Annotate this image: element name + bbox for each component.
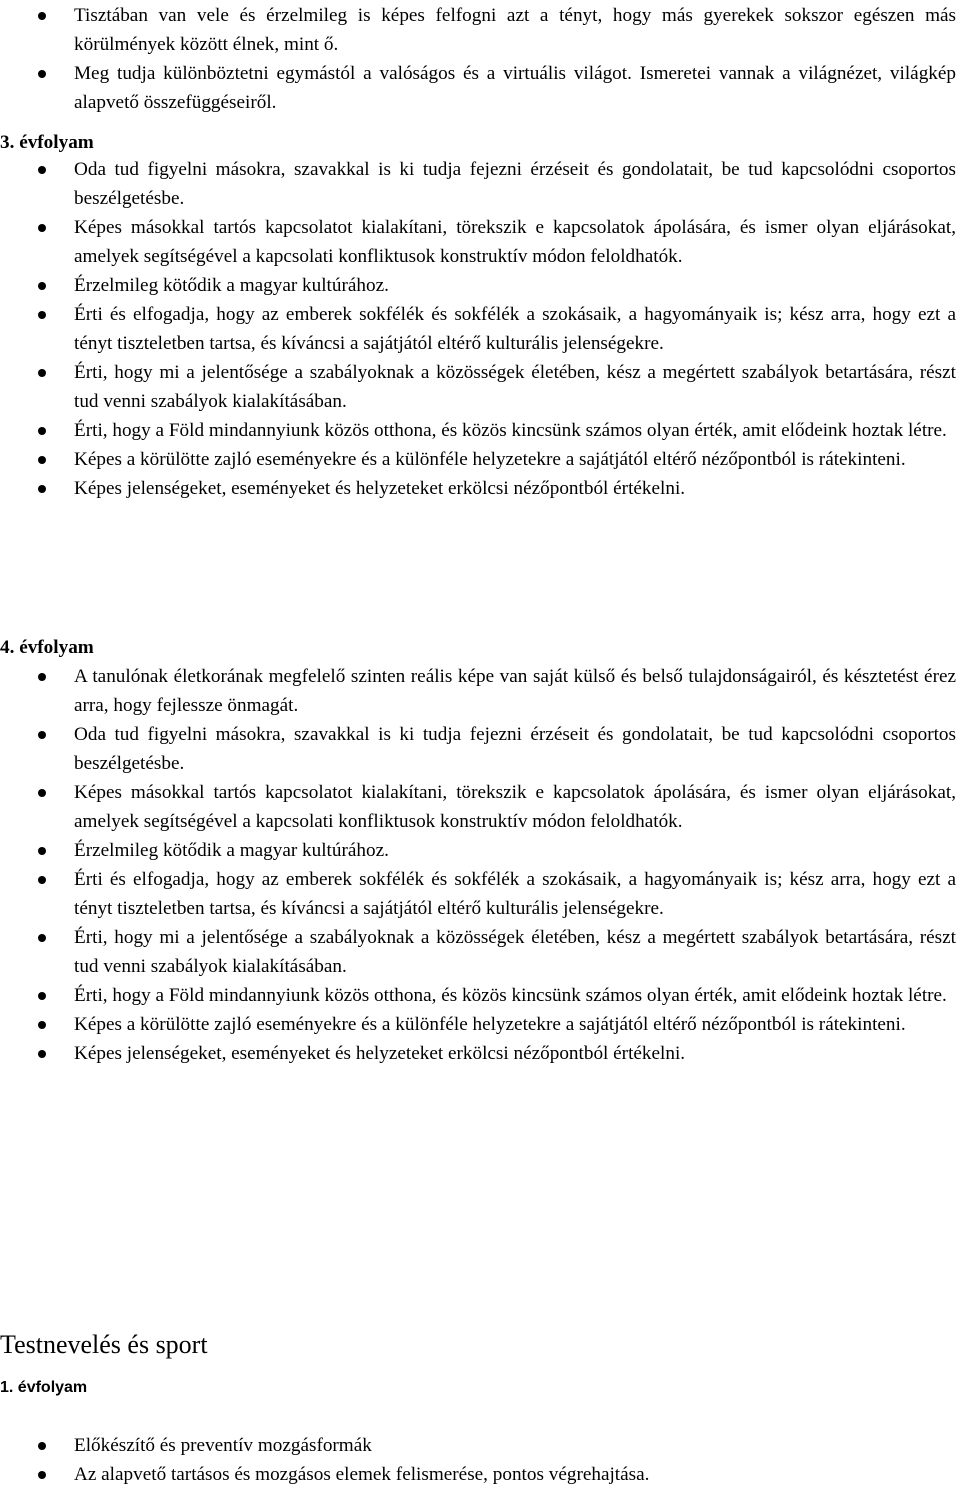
list-item: Érzelmileg kötődik a magyar kultúrához. [0, 271, 960, 300]
list-item: Érti, hogy a Föld mindannyiunk közös otthona, és közös kincsünk számos olyan érték, amit elődeink hoztak létre. [0, 981, 960, 1010]
list-item: A tanulónak életkorának megfelelő szinten reális képe van saját külső és belső tulajdonságairól, és késztetést érez arra, hogy fejlessze önmagát. [0, 662, 960, 720]
list-item: Képes a körülötte zajló eseményekre és a különféle helyzetekre a sajátjától eltérő nézőpontból is rátekinteni. [0, 1010, 960, 1039]
list-item: Képes másokkal tartós kapcsolatot kialakítani, törekszik e kapcsolatok ápolására, és ismer olyan eljárásokat, amelyek segítségével a kapcsolati konfliktusok konstruktív módon feloldhatók. [0, 778, 960, 836]
bullet-list-grade-3 [0, 155, 960, 503]
grade-1-heading: 1. évfolyam [0, 1379, 88, 1396]
list-item: Érti, hogy a Föld mindannyiunk közös otthona, és közös kincsünk számos olyan érték, amit elődeink hoztak létre. [0, 416, 960, 445]
list-item: Előkészítő és preventív mozgásformák [0, 1431, 960, 1460]
list-item: Oda tud figyelni másokra, szavakkal is ki tudja fejezni érzéseit és gondolatait, be tud kapcsolódni csoportos beszélgetésbe. [0, 720, 960, 778]
list-item: Az alapvető tartásos és mozgásos elemek felismerése, pontos végrehajtása. [0, 1460, 960, 1489]
list-item: Képes a körülötte zajló eseményekre és a különféle helyzetekre a sajátjától eltérő nézőpontból is rátekinteni. [0, 445, 960, 474]
list-item: Érti és elfogadja, hogy az emberek sokfélék és sokfélék a szokásaik, a hagyományaik is; kész arra, hogy ezt a tényt tiszteletben tartsa, és kíváncsi a sajátjától eltérő kulturális jelenségekre. [0, 300, 960, 358]
list-item: Meg tudja különböztetni egymástól a valóságos és a virtuális világot. Ismeretei vannak a világnézet, világkép alapvető összefüggéseiről. [0, 59, 960, 117]
list-item: Képes másokkal tartós kapcsolatot kialakítani, törekszik e kapcsolatok ápolására, és ismer olyan eljárásokat, amelyek segítségével a kapcsolati konfliktusok konstruktív módon feloldhatók. [0, 213, 960, 271]
list-item: Képes jelenségeket, eseményeket és helyzeteket erkölcsi nézőpontból értékelni. [0, 1039, 960, 1068]
list-item: Érti, hogy mi a jelentősége a szabályoknak a közösségek életében, kész a megértett szabályok betartására, részt tud venni szabályok kialakításában. [0, 923, 960, 981]
subject-title: Testnevelés és sport [0, 1330, 208, 1359]
list-item: Érzelmileg kötődik a magyar kultúrához. [0, 836, 960, 865]
grade-4-heading: 4. évfolyam [0, 637, 94, 658]
list-item: Érti és elfogadja, hogy az emberek sokfélék és sokfélék a szokásaik, a hagyományaik is; kész arra, hogy ezt a tényt tiszteletben tartsa, és kíváncsi a sajátjától eltérő kulturális jelenségekre. [0, 865, 960, 923]
list-item: Oda tud figyelni másokra, szavakkal is ki tudja fejezni érzéseit és gondolatait, be tud kapcsolódni csoportos beszélgetésbe. [0, 155, 960, 213]
list-item: Érti, hogy mi a jelentősége a szabályoknak a közösségek életében, kész a megértett szabályok betartására, részt tud venni szabályok kialakításában. [0, 358, 960, 416]
bullet-list-grade-4 [0, 662, 960, 1068]
grade-3-heading: 3. évfolyam [0, 132, 94, 153]
bullet-list-pe-grade-1 [0, 1431, 960, 1489]
bullet-list-intro [0, 1, 960, 117]
list-item: Tisztában van vele és érzelmileg is képes felfogni azt a tényt, hogy más gyerekek sokszor egészen más körülmények között élnek, mint ő. [0, 1, 960, 59]
list-item: Képes jelenségeket, eseményeket és helyzeteket erkölcsi nézőpontból értékelni. [0, 474, 960, 503]
